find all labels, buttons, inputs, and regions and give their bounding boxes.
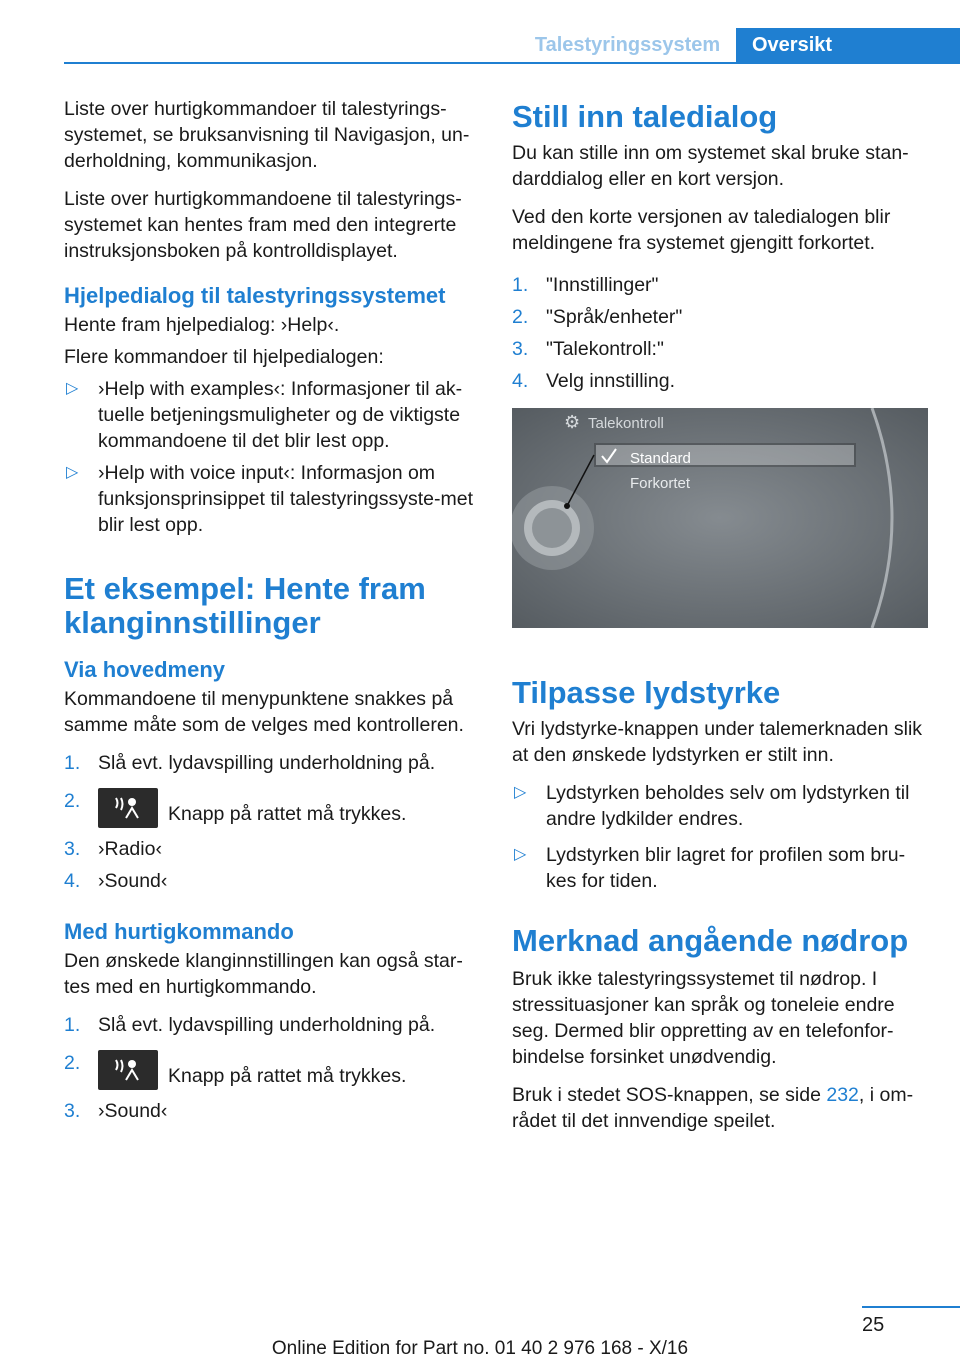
list-item: 1. "Innstillinger" [512,274,659,296]
list-item: ▷ Lydstyrken blir lagret for profilen som bru-kes for tiden. [514,844,906,892]
list-item: 3. ›Radio‹ [64,838,162,860]
screen-option-standard: Standard [630,450,691,467]
dialog-text-1: Du kan stille inn om systemet skal bruke stan-darddialog eller en kort versjon. [512,142,909,190]
list-item: 2. Knapp på rattet må trykkes. [64,788,484,828]
quick-steps [64,1012,484,1124]
help-list [64,376,484,538]
triangle-bullet-icon: ▷ [66,464,79,481]
page-number: 25 [862,1314,885,1336]
right-column [512,96,928,1146]
list-item: 1. Slå evt. lydavspilling underholdning på. [64,1014,436,1036]
triangle-bullet-icon: ▷ [514,784,527,801]
list-item: ▷ Lydstyrken beholdes selv om lydstyrken til andre lydkilder endres. [514,782,910,830]
screen-option-forkortet: Forkortet [630,475,691,492]
list-item: 3. ›Sound‹ [64,1100,168,1122]
list-item: ▷ ›Help with examples‹: Informasjoner til ak-tuelle betjeningsmuligheter og de viktigste kommandoene til det blir lest opp. [66,378,463,452]
quick-text: Den ønskede klanginnstillingen kan også star-tes med en hurtigkommando. [64,950,463,998]
list-item: 2. "Språk/enheter" [512,306,683,328]
via-steps [64,750,484,894]
dialog-steps [512,272,928,394]
page-rule [862,1306,960,1308]
header-rule [64,62,960,64]
header-tab: Oversikt [736,28,960,62]
triangle-bullet-icon: ▷ [66,380,79,397]
quick-heading: Med hurtigkommando [64,919,294,944]
help-more: Flere kommandoer til hjelpedialogen: [64,346,384,368]
list-item: 1. Slå evt. lydavspilling underholdning på. [64,752,436,774]
intro-paragraph-2: Liste over hurtigkommandoene til talestyrings-systemet kan hentes fram med den integrerte instruksjonsboken på kontrolldisplayet. [64,188,462,262]
dialog-heading: Still inn taledialog [512,99,778,134]
emergency-heading: Merknad angående nødrop [512,923,909,958]
footer-edition: Online Edition for Part no. 01 40 2 976 168 - X/16 [271,1338,689,1359]
dialog-text-2: Ved den korte versjonen av taledialogen blir meldingene fra systemet gjengitt forkortet. [512,206,891,254]
volume-list [512,780,928,894]
left-column [64,96,484,1138]
voice-button-icon [98,1050,158,1090]
gear-icon: ⚙ [564,412,581,432]
list-item: ▷ ›Help with voice input‹: Informasjon om funksjonsprinsippet til talestyringssyste-met blir lest opp. [66,462,473,536]
page-link[interactable]: 232 [826,1084,859,1106]
emergency-text: Bruk ikke talestyringssystemet til nødrop. I stressituasjoner kan språk og toneleie endre seg. Dermed blir oppretting av en telefonfor-bindelse forsinket unødvendig. [512,968,895,1068]
help-text: Hente fram hjelpedialog: ›Help‹. [64,314,340,336]
list-item: 4. Velg innstilling. [512,370,675,392]
emergency-ref: Bruk i stedet SOS-knappen, se side 232, i om-rådet til det innvendige speilet. [512,1084,914,1132]
via-heading: Via hovedmeny [64,657,225,682]
triangle-bullet-icon: ▷ [514,846,527,863]
volume-heading: Tilpasse lydstyrke [512,675,781,710]
example-heading: Et eksempel: Hente fram klanginnstillinger [64,571,426,640]
list-item: 4. ›Sound‹ [64,870,168,892]
help-heading: Hjelpedialog til talestyringssystemet [64,283,446,308]
header-section: Talestyringssystem [534,34,721,56]
list-item: 3. "Talekontroll:" [512,338,664,360]
control-display-screenshot [512,408,928,628]
screen-title: Talekontroll [588,415,664,432]
volume-text: Vri lydstyrke-knappen under talemerknaden slik at den ønskede lydstyrken er stilt inn. [512,718,923,766]
voice-button-icon [98,788,158,828]
via-text: Kommandoene til menypunktene snakkes på samme måte som de velges med kontrolleren. [64,688,464,736]
list-item: 2. Knapp på rattet må trykkes. [64,1050,484,1090]
intro-paragraph-1: Liste over hurtigkommandoer til talestyrings-systemet, se bruksanvisning til Navigasjon, un-derholdning, kommunikasjon. [64,98,470,172]
